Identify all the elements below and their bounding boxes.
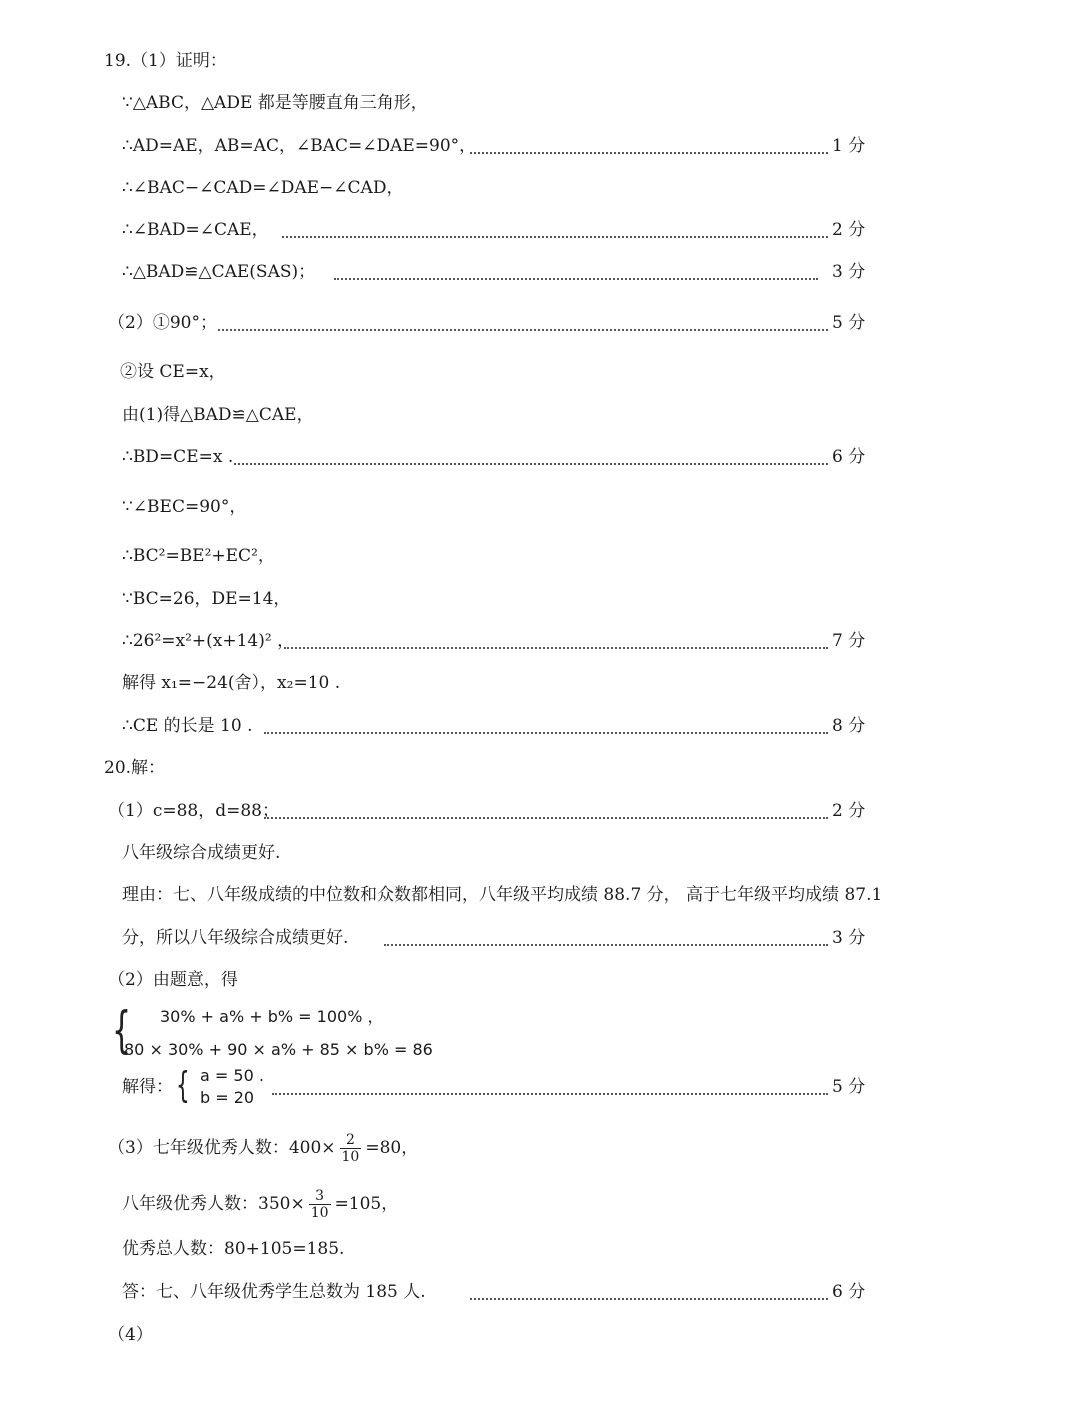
leader-dots xyxy=(470,1298,828,1300)
part-3-result: =80， xyxy=(365,1138,419,1158)
leader-dots xyxy=(264,817,828,819)
q20-line-1: 八年级综合成绩更好. xyxy=(122,843,281,863)
score-label: 5 分 xyxy=(832,313,866,333)
q19-line-2: ∴AD=AE，AB=AC，∠BAC=∠DAE=90°， xyxy=(122,136,477,156)
leader-dots xyxy=(384,944,828,946)
q20-part-3 xyxy=(108,1132,418,1165)
score-label: 6 分 xyxy=(832,1282,866,1302)
q20-line-4 xyxy=(122,1188,398,1221)
q19-line-7: 由(1)得△BAD≌△CAE， xyxy=(122,405,314,425)
q20-part-4: （4） xyxy=(108,1325,153,1345)
score-label: 2 分 xyxy=(832,801,866,821)
left-brace: { xyxy=(112,1001,132,1059)
score-label: 3 分 xyxy=(832,928,866,948)
fraction-denominator: 10 xyxy=(310,1205,329,1221)
part-3-text: （3）七年级优秀人数：400× xyxy=(108,1138,336,1158)
q19-line-10: ∴BC²=BE²+EC²， xyxy=(122,546,275,566)
leader-dots xyxy=(470,152,828,154)
grade8-result: =105， xyxy=(334,1194,399,1214)
q20-line-2: 理由：七、八年级成绩的中位数和众数都相同，八年级平均成绩 88.7 分， 高于七年级平均成绩 87.1 xyxy=(122,885,883,905)
q19-line-11: ∵BC=26，DE=14， xyxy=(122,589,291,609)
q19-line-9: ∵∠BEC=90°， xyxy=(122,497,247,517)
fraction-numerator: 2 xyxy=(340,1132,362,1149)
q19-line-6: ②设 CE=x， xyxy=(120,362,226,382)
leader-dots xyxy=(234,463,828,465)
q20-line-3: 分，所以八年级综合成绩更好. xyxy=(122,928,349,948)
q20-line-6: 答：七、八年级优秀学生总数为 185 人. xyxy=(122,1282,426,1302)
q19-heading: 19.（1）证明： xyxy=(104,51,227,71)
score-label: 5 分 xyxy=(832,1077,866,1097)
q19-line-12: ∴26²=x²+(x+14)² ， xyxy=(122,631,295,651)
leader-dots xyxy=(272,1093,828,1095)
q19-line-5: ∴△BAD≌△CAE(SAS)； xyxy=(122,262,316,282)
q19-line-13: 解得 x₁=−24(舍），x₂=10 . xyxy=(122,673,341,693)
solution-a: a = 50 . xyxy=(200,1066,264,1085)
leader-dots xyxy=(334,278,818,280)
score-label: 7 分 xyxy=(832,631,866,651)
q20-line-5: 优秀总人数：80+105=185. xyxy=(122,1239,345,1259)
fraction xyxy=(340,1132,362,1165)
score-label: 1 分 xyxy=(832,136,866,156)
q19-line-14: ∴CE 的长是 10 . xyxy=(122,716,253,736)
left-brace: { xyxy=(176,1065,190,1106)
q19-line-1: ∵△ABC，△ADE 都是等腰直角三角形， xyxy=(122,93,428,113)
fraction-numerator: 3 xyxy=(309,1188,331,1205)
equation-2: 80 × 30% + 90 × a% + 85 × b% = 86 xyxy=(124,1040,433,1059)
score-label: 3 分 xyxy=(832,262,866,282)
q20-heading: 20.解： xyxy=(104,758,166,778)
q19-line-8: ∴BD=CE=x . xyxy=(122,447,234,467)
grade8-text: 八年级优秀人数：350× xyxy=(122,1194,305,1214)
fraction-denominator: 10 xyxy=(341,1149,360,1165)
q20-part-2: （2）由题意，得 xyxy=(108,970,238,990)
q19-part-2: （2）①90°； xyxy=(108,313,217,333)
q19-line-4: ∴∠BAD=∠CAE， xyxy=(122,220,269,240)
leader-dots xyxy=(218,329,828,331)
score-label: 6 分 xyxy=(832,447,866,467)
score-label: 2 分 xyxy=(832,220,866,240)
score-label: 8 分 xyxy=(832,716,866,736)
equation-1: 30% + a% + b% = 100% ， xyxy=(160,1007,384,1026)
q19-line-3: ∴∠BAC−∠CAD=∠DAE−∠CAD， xyxy=(122,178,404,198)
solution-label: 解得： xyxy=(122,1077,173,1097)
q20-part-1: （1）c=88，d=88； xyxy=(108,801,279,821)
leader-dots xyxy=(284,647,828,649)
leader-dots xyxy=(282,236,828,238)
solution-b: b = 20 xyxy=(200,1088,255,1107)
leader-dots xyxy=(264,732,828,734)
fraction xyxy=(309,1188,331,1221)
